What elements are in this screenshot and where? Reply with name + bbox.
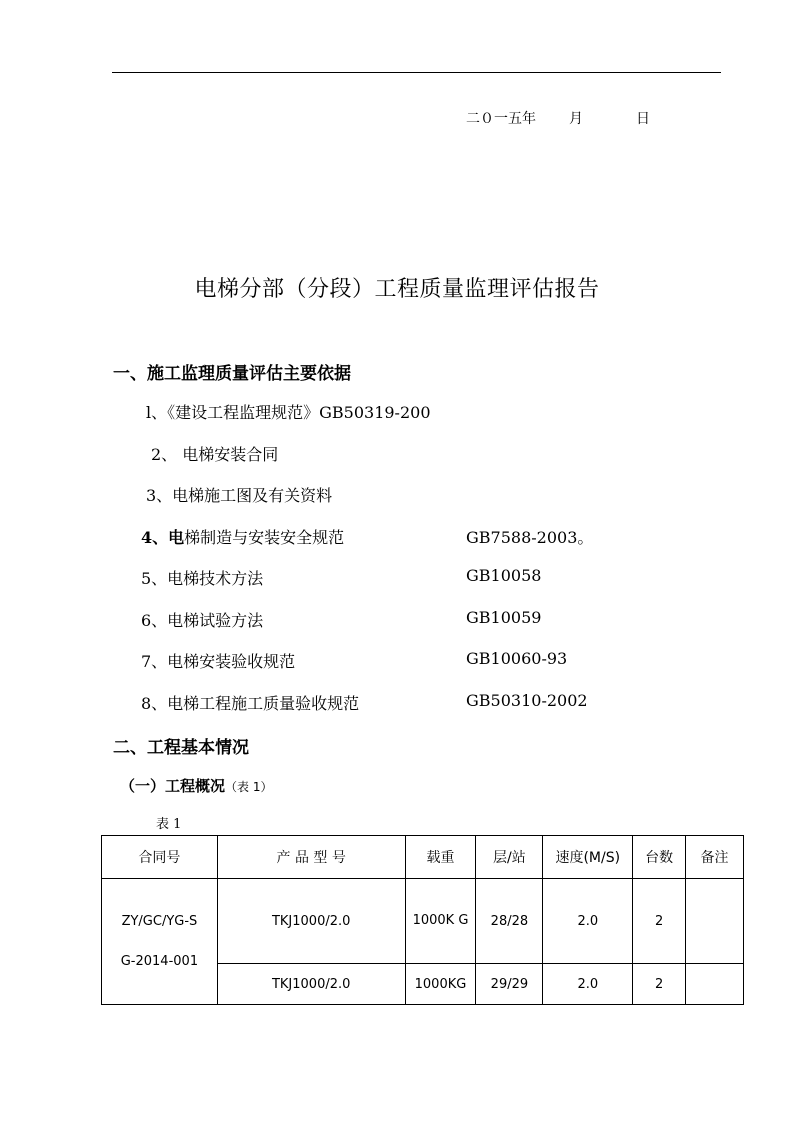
basis-item-label: 7、电梯安装验收规范 [141,652,296,671]
header-load: 载重 [405,836,476,879]
basis-item-label: 6、电梯试验方法 [141,611,264,630]
basis-item-1 [146,400,431,423]
section1-heading: 一、施工监理质量评估主要依据 [113,364,351,384]
cell-contract-no [102,879,218,1005]
basis-item-label: 梯制造与安装安全规范 [184,528,345,547]
date-day: 日 [636,111,650,127]
date-year: 二０一五年 [466,111,536,127]
load-line2: G [458,913,469,928]
cell-speed: 2.0 [543,964,633,1005]
header-contract-no: 合同号 [102,836,218,879]
basis-item-4 [141,525,594,548]
header-model: 产 品 型 号 [217,836,405,879]
cell-floors: 28/28 [476,879,543,964]
header-rule [112,72,721,73]
basis-item-standard: GB7588-2003。 [466,528,594,547]
basis-item-label: 5、电梯技术方法 [141,569,264,588]
cell-note [686,964,744,1005]
basis-item-label: 8、电梯工程施工质量验收规范 [141,694,360,713]
basis-item-2 [151,442,278,465]
basis-item-3 [146,483,332,506]
cell-load [405,879,476,964]
subsection-title: （一）工程概况 [120,777,226,795]
cell-load: 1000KG [405,964,476,1005]
subsection-note: （表 1） [225,780,273,794]
cell-floors: 29/29 [476,964,543,1005]
header-note: 备注 [686,836,744,879]
cell-count: 2 [633,879,686,964]
basis-item-standard: GB50310-2002 [466,691,588,710]
basis-item-standard: GB10060-93 [466,649,568,668]
basis-item-8 [141,691,588,714]
cell-model: TKJ1000/2.0 [217,964,405,1005]
basis-item-standard: GB10058 [466,566,542,585]
table-caption: 表 1 [156,817,182,832]
date-month: 月 [569,111,583,127]
load-line1: 1000K [412,913,455,928]
header-speed: 速度(M/S) [543,836,633,879]
cell-note [686,879,744,964]
basis-item-5 [141,566,542,589]
contract-no-line1: ZY/GC/YG-S [121,913,198,929]
basis-item-label: l、《建设工程监理规范》GB50319-200 [146,403,431,422]
basis-item-6 [141,608,542,631]
table-header-row [102,836,744,879]
elevator-spec-table [101,835,744,1005]
section2-heading: 二、工程基本情况 [113,738,249,758]
cell-speed: 2.0 [543,879,633,964]
cell-model: TKJ1000/2.0 [217,879,405,964]
header-count: 台数 [633,836,686,879]
subsection-heading [120,775,272,796]
basis-item-label: 3、电梯施工图及有关资料 [146,486,333,505]
basis-item-7 [141,649,568,672]
cell-count: 2 [633,964,686,1005]
basis-item-label: 2、 电梯安装合同 [151,445,279,464]
report-title: 电梯分部（分段）工程质量监理评估报告 [194,277,600,302]
basis-item-label-bold: 4、电 [141,528,185,547]
table-row [102,879,744,964]
header-floors: 层/站 [476,836,543,879]
contract-no-line2: G-2014-001 [120,953,199,969]
basis-item-standard: GB10059 [466,608,542,627]
